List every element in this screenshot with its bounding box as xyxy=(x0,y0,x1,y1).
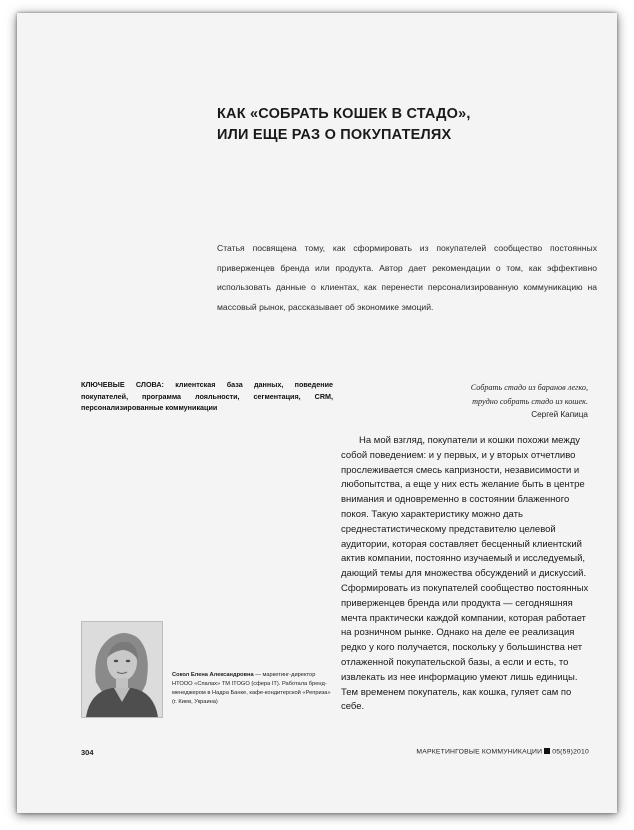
journal-footer xyxy=(416,748,589,756)
square-separator-icon xyxy=(544,748,550,754)
epigraph-line-2: трудно собрать стадо из кошек. xyxy=(472,396,588,406)
journal-issue: 05(59)2010 xyxy=(552,748,589,756)
author-portrait-image xyxy=(82,622,162,717)
author-bio xyxy=(172,671,332,707)
epigraph-author: Сергей Капица xyxy=(531,410,588,419)
author-description: — маркетинг-директор НТООО «Спалах» ТМ ITOGO (сфера IT). Работала бренд-менеджером в Надра Банке, кафе-кондитерской «Репризa» (г. Киев, Украина) xyxy=(172,672,331,705)
author-name: Сокол Елена Александровна xyxy=(172,672,254,678)
page-number: 304 xyxy=(81,748,94,757)
journal-name: МАРКЕТИНГОВЫЕ КОММУНИКАЦИИ xyxy=(416,748,543,756)
body-paragraph: На мой взгляд, покупатели и кошки похожи между собой поведением: и у первых, и у вторых отчетливо прослеживается смесь капризности, независимости и любопытства, а еще у них есть желание быть в центре внимания и одновременно в состоянии блаженного покоя. Такую характеристику можно дать среднестатистическому представителю целевой аудитории, которая составляет бесценный клиентский актив компании, постоянно изучаемый и исследуемый, дающий темы для множества обсуждений и дискуссий. Сформировать из покупателей сообщество постоянных приверженцев бренда или продукта — сегодняшняя мечта практически каждой компании, которая работает на розничном рынке. Однако на деле ее реализация редко у кого получается, поскольку у большинства нет отлаженной покупательской базы, а если и есть, то извлекать из нее информацию умеют лишь единицы. Тем временем покупатель, как кошка, гуляет сам по себе. xyxy=(341,435,589,713)
title-line-1: КАК «СОБРАТЬ КОШЕК В СТАДО», xyxy=(217,106,471,122)
keywords: КЛЮЧЕВЫЕ СЛОВА: клиентская база данных, поведение покупателей, программа лояльности, сегментация, CRM, персонализированные коммуникации xyxy=(81,380,333,412)
title-line-2: ИЛИ ЕЩЕ РАЗ О ПОКУПАТЕЛЯХ xyxy=(217,127,452,143)
epigraph xyxy=(347,381,588,422)
article-body xyxy=(341,434,591,715)
author-photo xyxy=(81,621,163,718)
journal-page xyxy=(17,13,617,813)
article-abstract: Статья посвящена тому, как сформировать из покупателей сообщество постоянных приверженцев бренда или продукта. Автор дает рекомендации о том, как эффективно использовать данные о клиентах, как перенести персонализированную коммуникацию на массовый рынок, рассказывает об экономике эмоций. xyxy=(217,243,597,312)
article-title xyxy=(217,104,597,146)
epigraph-line-1: Собрать стадо из баранов легко, xyxy=(470,383,588,392)
